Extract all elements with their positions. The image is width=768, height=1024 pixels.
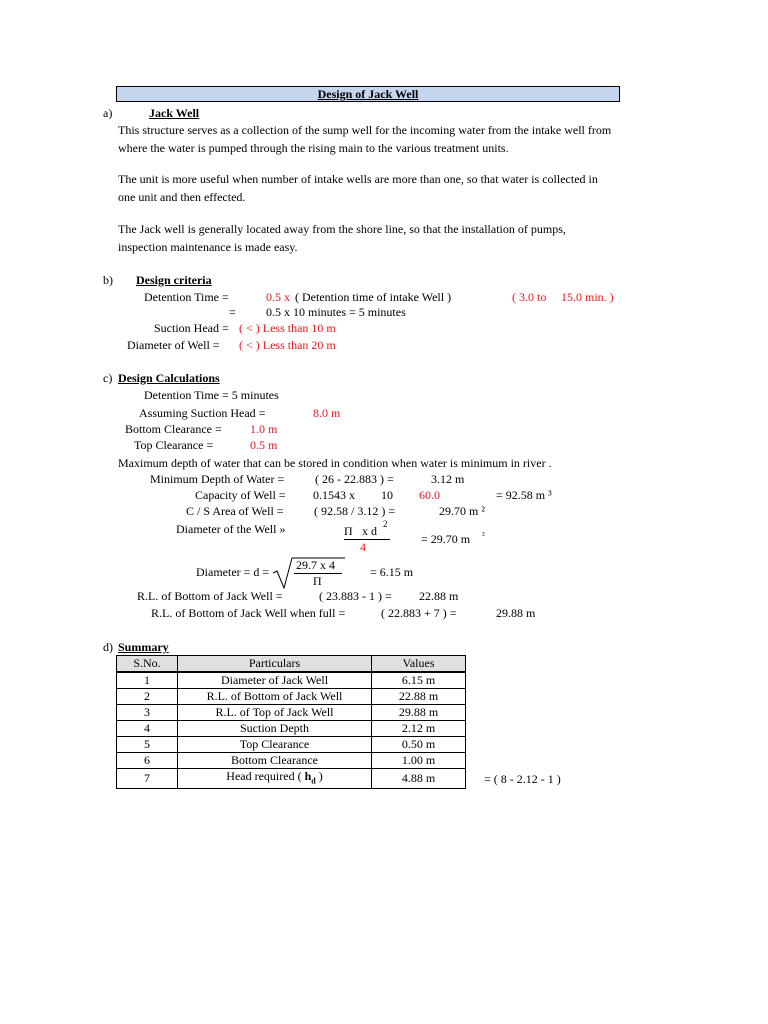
criteria-detention-label: Detention Time = [144,290,229,304]
head-symbol-subscript: d [311,776,316,786]
column-header-values: Values [372,656,466,673]
criteria-diameter-value: ( < ) Less than 20 m [239,338,336,352]
criteria-detention-line2: 0.5 x 10 minutes = 5 minutes [266,305,406,319]
criteria-detention-text: ( Detention time of intake Well ) [295,290,452,304]
calc-min-depth-value: 3.12 m [431,472,465,486]
cell-value: 2.12 m [372,721,466,737]
calc-diameter-numerator: 29.7 x 4 [296,558,335,572]
cell-value: 29.88 m [372,705,466,721]
table-row [117,737,466,753]
calc-diameter-well-value-unit: ² [482,530,485,540]
calc-top-clearance-value: 0.5 m [250,438,278,452]
calc-diameter-well-exponent: 2 [383,519,388,529]
cell-value: 4.88 m [372,769,466,789]
calc-capacity-label: Capacity of Well = [195,488,286,502]
cell-particulars: Suction Depth [178,721,372,737]
head-symbol-h: h [304,769,312,783]
calc-capacity-factor-b: 10 [381,488,393,502]
calc-rl-full-expression: ( 22.883 + 7 ) = [381,606,457,620]
cell-value: 22.88 m [372,689,466,705]
section-a-paragraph-2: The unit is more useful when number of intake wells are more than one, so that water is collected in one unit and then effected. [118,172,598,204]
calc-rl-full-value: 29.88 m [496,606,536,620]
cell-particulars: Bottom Clearance [178,753,372,769]
section-c-heading: Design Calculations [118,371,220,385]
criteria-equals-sign: = [229,305,236,319]
calc-max-depth-text: Maximum depth of water that can be stored in condition when water is minimum in river . [118,456,552,470]
table-row [117,672,466,689]
table-row [117,753,466,769]
calc-cs-area-label: C / S Area of Well = [186,504,284,518]
calc-bottom-clearance-value: 1.0 m [250,422,278,436]
criteria-suction-value: ( < ) Less than 10 m [239,321,336,335]
calc-min-depth-label: Minimum Depth of Water = [150,472,285,486]
cell-value: 0.50 m [372,737,466,753]
calc-diameter-well-fraction-line [344,539,390,540]
calc-bottom-clearance-label: Bottom Clearance = [125,422,222,436]
summary-table [116,655,466,789]
calc-top-clearance-label: Top Clearance = [134,438,214,452]
table-row [117,689,466,705]
calc-capacity-value: = 92.58 m ³ [496,488,552,502]
calc-min-depth-expression: ( 26 - 22.883 ) = [315,472,394,486]
cell-value: 1.00 m [372,753,466,769]
criteria-detention-range-end: 15.0 min. ) [561,290,614,304]
calc-diameter-well-denominator: 4 [360,540,366,554]
table-row [117,705,466,721]
cell-sno: 4 [117,721,178,737]
head-required-text: Head required ( [226,769,305,783]
calc-diameter-well-pi: Π [344,524,353,538]
calc-rl-bottom-expression: ( 23.883 - 1 ) = [319,589,392,603]
page-title: Design of Jack Well [116,86,620,102]
column-header-sno: S.No. [117,656,178,673]
cell-sno: 2 [117,689,178,705]
section-a-paragraph-1: This structure serves as a collection of the sump well for the incoming water from the intake well from where the water is pumped through the rising main to the various treatment units. [118,123,612,155]
calc-rl-bottom-label: R.L. of Bottom of Jack Well = [137,589,283,603]
calc-diameter-well-value: = 29.70 m [421,532,471,546]
column-header-particulars: Particulars [178,656,372,673]
calc-detention: Detention Time = 5 minutes [144,388,279,402]
cell-sno: 1 [117,672,178,689]
calc-diameter-well-label: Diameter of the Well » [176,522,286,536]
cell-particulars: Diameter of Jack Well [178,672,372,689]
section-d-heading: Summary [118,640,169,654]
calc-suction-value: 8.0 m [313,406,341,420]
head-required-close: ) [315,769,323,783]
cell-sno: 5 [117,737,178,753]
criteria-detention-factor: 0.5 x [266,290,290,304]
section-d-letter: d) [103,640,113,654]
table-row [117,769,466,789]
cell-particulars-head-required [178,769,372,789]
calc-capacity-factor-c: 60.0 [419,488,440,502]
section-a-letter: a) [103,106,113,120]
section-b-heading: Design criteria [136,273,212,287]
cell-particulars: R.L. of Bottom of Jack Well [178,689,372,705]
criteria-diameter-label: Diameter of Well = [127,338,220,352]
section-a-heading: Jack Well [149,106,200,120]
head-required-note: = ( 8 - 2.12 - 1 ) [484,772,561,786]
cell-particulars: Top Clearance [178,737,372,753]
table-row [117,721,466,737]
cell-value: 6.15 m [372,672,466,689]
section-c-letter: c) [103,371,113,385]
calc-diameter-well-xd: x d [362,524,377,538]
calc-cs-area-expression: ( 92.58 / 3.12 ) = [314,504,396,518]
section-b-letter: b) [103,273,113,287]
calc-rl-full-label: R.L. of Bottom of Jack Well when full = [151,606,346,620]
calc-rl-bottom-value: 22.88 m [419,589,459,603]
table-header-row [117,656,466,673]
cell-particulars: R.L. of Top of Jack Well [178,705,372,721]
cell-sno: 3 [117,705,178,721]
calc-diameter-label: Diameter = d = [196,565,270,579]
calc-cs-area-value: 29.70 m ² [439,504,485,518]
calc-diameter-value: = 6.15 m [370,565,414,579]
criteria-detention-range-start: ( 3.0 to [512,290,547,304]
criteria-suction-label: Suction Head = [154,321,229,335]
calc-suction-label: Assuming Suction Head = [139,406,266,420]
section-a-paragraph-3: The Jack well is generally located away from the shore line, so that the installation of pumps, inspection maintenance is made easy. [118,222,566,254]
cell-sno: 7 [117,769,178,789]
cell-sno: 6 [117,753,178,769]
calc-capacity-factor-a: 0.1543 x [313,488,355,502]
calc-diameter-denominator: Π [313,574,322,588]
